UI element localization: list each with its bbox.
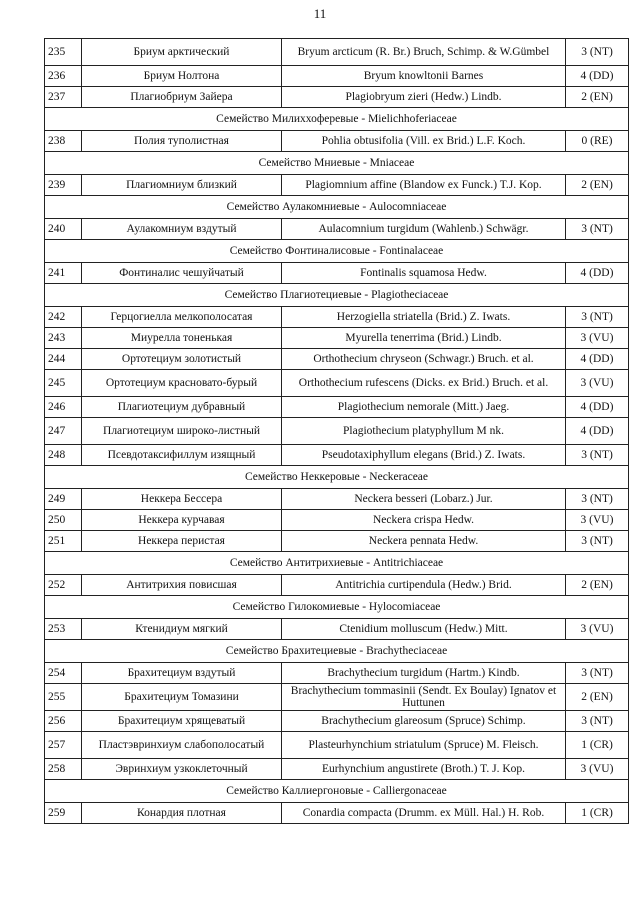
status-category: 2 (EN): [566, 175, 629, 196]
status-category: 3 (NT): [566, 39, 629, 66]
species-number: 243: [45, 328, 82, 349]
family-title: Семейство Плагиотециевые - Plagiotheciaceae: [45, 284, 629, 307]
family-header-row: [45, 108, 629, 131]
species-number: 253: [45, 619, 82, 640]
page-number: 11: [313, 6, 327, 21]
latin-name: Plagiothecium platyphyllum M nk.: [282, 418, 566, 445]
status-category: 3 (VU): [566, 759, 629, 780]
species-row: [45, 619, 629, 640]
species-number: 245: [45, 370, 82, 397]
russian-name: Неккера перистая: [82, 531, 282, 552]
latin-name: Bryum arcticum (R. Br.) Bruch, Schimp. & W.Gümbel: [282, 39, 566, 66]
russian-name: Пластэвринхиум слабополосатый: [82, 732, 282, 759]
latin-name: Plagiobryum zieri (Hedw.) Lindb.: [282, 87, 566, 108]
species-row: [45, 732, 629, 759]
species-number: 241: [45, 263, 82, 284]
latin-name: Eurhynchium angustirete (Broth.) T. J. Kop.: [282, 759, 566, 780]
russian-name: Ортотециум красновато-бурый: [82, 370, 282, 397]
russian-name: Миурелла тоненькая: [82, 328, 282, 349]
status-category: 3 (NT): [566, 307, 629, 328]
species-number: 251: [45, 531, 82, 552]
species-row: [45, 418, 629, 445]
latin-name: Ctenidium molluscum (Hedw.) Mitt.: [282, 619, 566, 640]
latin-name: Brachythecium glareosum (Spruce) Schimp.: [282, 711, 566, 732]
species-row: [45, 328, 629, 349]
latin-name: Plagiothecium nemorale (Mitt.) Jaeg.: [282, 397, 566, 418]
species-number: 259: [45, 803, 82, 824]
latin-name: Conardia compacta (Drumm. ex Müll. Hal.) H. Rob.: [282, 803, 566, 824]
russian-name: Псевдотаксифиллум изящный: [82, 445, 282, 466]
species-row: [45, 175, 629, 196]
latin-name: Brachythecium tommasinii (Sendt. Ex Boulay) Ignatov et Huttunen: [282, 684, 566, 711]
status-category: 3 (VU): [566, 370, 629, 397]
russian-name: Плагиобриум Зайера: [82, 87, 282, 108]
status-category: 3 (NT): [566, 711, 629, 732]
family-title: Семейство Брахитециевые - Brachytheciaceae: [45, 640, 629, 663]
species-number: 252: [45, 575, 82, 596]
family-header-row: [45, 240, 629, 263]
latin-name: Orthothecium chryseon (Schwagr.) Bruch. et al.: [282, 349, 566, 370]
species-number: 248: [45, 445, 82, 466]
family-header-row: [45, 552, 629, 575]
status-category: 4 (DD): [566, 418, 629, 445]
status-category: 3 (NT): [566, 489, 629, 510]
status-category: 2 (EN): [566, 87, 629, 108]
latin-name: Fontinalis squamosa Hedw.: [282, 263, 566, 284]
species-row: [45, 803, 629, 824]
status-category: 3 (NT): [566, 663, 629, 684]
species-number: 250: [45, 510, 82, 531]
family-title: Семейство Гилокомиевые - Hylocomiaceae: [45, 596, 629, 619]
latin-name: Bryum knowltonii Barnes: [282, 66, 566, 87]
species-row: [45, 759, 629, 780]
russian-name: Плагиотециум дубравный: [82, 397, 282, 418]
family-title: Семейство Мниевые - Mniaceae: [45, 152, 629, 175]
status-category: 0 (RE): [566, 131, 629, 152]
species-number: 237: [45, 87, 82, 108]
russian-name: Неккера курчавая: [82, 510, 282, 531]
latin-name: Neckera pennata Hedw.: [282, 531, 566, 552]
species-row: [45, 397, 629, 418]
russian-name: Аулакомниум вздутый: [82, 219, 282, 240]
species-row: [45, 370, 629, 397]
status-category: 2 (EN): [566, 684, 629, 711]
family-header-row: [45, 780, 629, 803]
russian-name: Ктенидиум мягкий: [82, 619, 282, 640]
species-row: [45, 684, 629, 711]
russian-name: Конардия плотная: [82, 803, 282, 824]
species-row: [45, 510, 629, 531]
russian-name: Полия туполистная: [82, 131, 282, 152]
species-number: 240: [45, 219, 82, 240]
status-category: 3 (NT): [566, 219, 629, 240]
latin-name: Plasteurhynchium striatulum (Spruce) M. Fleisch.: [282, 732, 566, 759]
species-row: [45, 489, 629, 510]
russian-name: Плагиомниум близкий: [82, 175, 282, 196]
status-category: 4 (DD): [566, 397, 629, 418]
latin-name: Neckera crispa Hedw.: [282, 510, 566, 531]
species-number: 257: [45, 732, 82, 759]
species-table-body: [45, 39, 629, 824]
species-row: [45, 531, 629, 552]
russian-name: Ортотециум золотистый: [82, 349, 282, 370]
status-category: 4 (DD): [566, 263, 629, 284]
status-category: 2 (EN): [566, 575, 629, 596]
latin-name: Pohlia obtusifolia (Vill. ex Brid.) L.F. Koch.: [282, 131, 566, 152]
species-number: 255: [45, 684, 82, 711]
russian-name: Неккера Бессера: [82, 489, 282, 510]
family-header-row: [45, 596, 629, 619]
species-number: 242: [45, 307, 82, 328]
family-title: Семейство Милиххоферевые - Mielichhoferiaceae: [45, 108, 629, 131]
species-number: 236: [45, 66, 82, 87]
species-number: 258: [45, 759, 82, 780]
family-title: Семейство Каллиергоновые - Calliergonaceae: [45, 780, 629, 803]
species-row: [45, 131, 629, 152]
species-row: [45, 307, 629, 328]
status-category: 3 (VU): [566, 619, 629, 640]
species-row: [45, 66, 629, 87]
russian-name: Плагиотециум широко-листный: [82, 418, 282, 445]
family-header-row: [45, 196, 629, 219]
status-category: 4 (DD): [566, 66, 629, 87]
russian-name: Антитрихия повисшая: [82, 575, 282, 596]
russian-name: Брахитециум вздутый: [82, 663, 282, 684]
family-header-row: [45, 284, 629, 307]
latin-name: Herzogiella striatella (Brid.) Z. Iwats.: [282, 307, 566, 328]
family-header-row: [45, 640, 629, 663]
latin-name: Pseudotaxiphyllum elegans (Brid.) Z. Iwats.: [282, 445, 566, 466]
status-category: 3 (VU): [566, 510, 629, 531]
family-header-row: [45, 466, 629, 489]
family-title: Семейство Аулакомниевые - Aulocomniaceae: [45, 196, 629, 219]
species-row: [45, 87, 629, 108]
russian-name: Герцогиелла мелкополосатая: [82, 307, 282, 328]
latin-name: Brachythecium turgidum (Hartm.) Kindb.: [282, 663, 566, 684]
species-row: [45, 39, 629, 66]
latin-name: Myurella tenerrima (Brid.) Lindb.: [282, 328, 566, 349]
species-table: [44, 38, 629, 824]
species-row: [45, 263, 629, 284]
latin-name: Orthothecium rufescens (Dicks. ex Brid.) Bruch. et al.: [282, 370, 566, 397]
status-category: 3 (VU): [566, 328, 629, 349]
russian-name: Бриум арктический: [82, 39, 282, 66]
species-number: 249: [45, 489, 82, 510]
species-number: 246: [45, 397, 82, 418]
russian-name: Бриум Нолтона: [82, 66, 282, 87]
species-row: [45, 349, 629, 370]
status-category: 1 (CR): [566, 803, 629, 824]
species-number: 247: [45, 418, 82, 445]
species-row: [45, 445, 629, 466]
russian-name: Фонтиналис чешуйчатый: [82, 263, 282, 284]
latin-name: Aulacomnium turgidum (Wahlenb.) Schwägr.: [282, 219, 566, 240]
species-number: 238: [45, 131, 82, 152]
status-category: 4 (DD): [566, 349, 629, 370]
species-number: 239: [45, 175, 82, 196]
status-category: 1 (CR): [566, 732, 629, 759]
family-title: Семейство Неккеровые - Neckeraceae: [45, 466, 629, 489]
latin-name: Neckera besseri (Lobarz.) Jur.: [282, 489, 566, 510]
species-row: [45, 219, 629, 240]
family-title: Семейство Антитрихиевые - Antitrichiaceae: [45, 552, 629, 575]
species-number: 254: [45, 663, 82, 684]
species-row: [45, 663, 629, 684]
latin-name: Plagiomnium affine (Blandow ex Funck.) T.J. Kop.: [282, 175, 566, 196]
status-category: 3 (NT): [566, 445, 629, 466]
latin-name: Antitrichia curtipendula (Hedw.) Brid.: [282, 575, 566, 596]
family-title: Семейство Фонтиналисовые - Fontinalaceae: [45, 240, 629, 263]
russian-name: Эвринхиум узкоклеточный: [82, 759, 282, 780]
species-row: [45, 711, 629, 732]
status-category: 3 (NT): [566, 531, 629, 552]
species-row: [45, 575, 629, 596]
family-header-row: [45, 152, 629, 175]
russian-name: Брахитециум Томазини: [82, 684, 282, 711]
species-number: 235: [45, 39, 82, 66]
russian-name: Брахитециум хрящеватый: [82, 711, 282, 732]
species-number: 256: [45, 711, 82, 732]
species-number: 244: [45, 349, 82, 370]
